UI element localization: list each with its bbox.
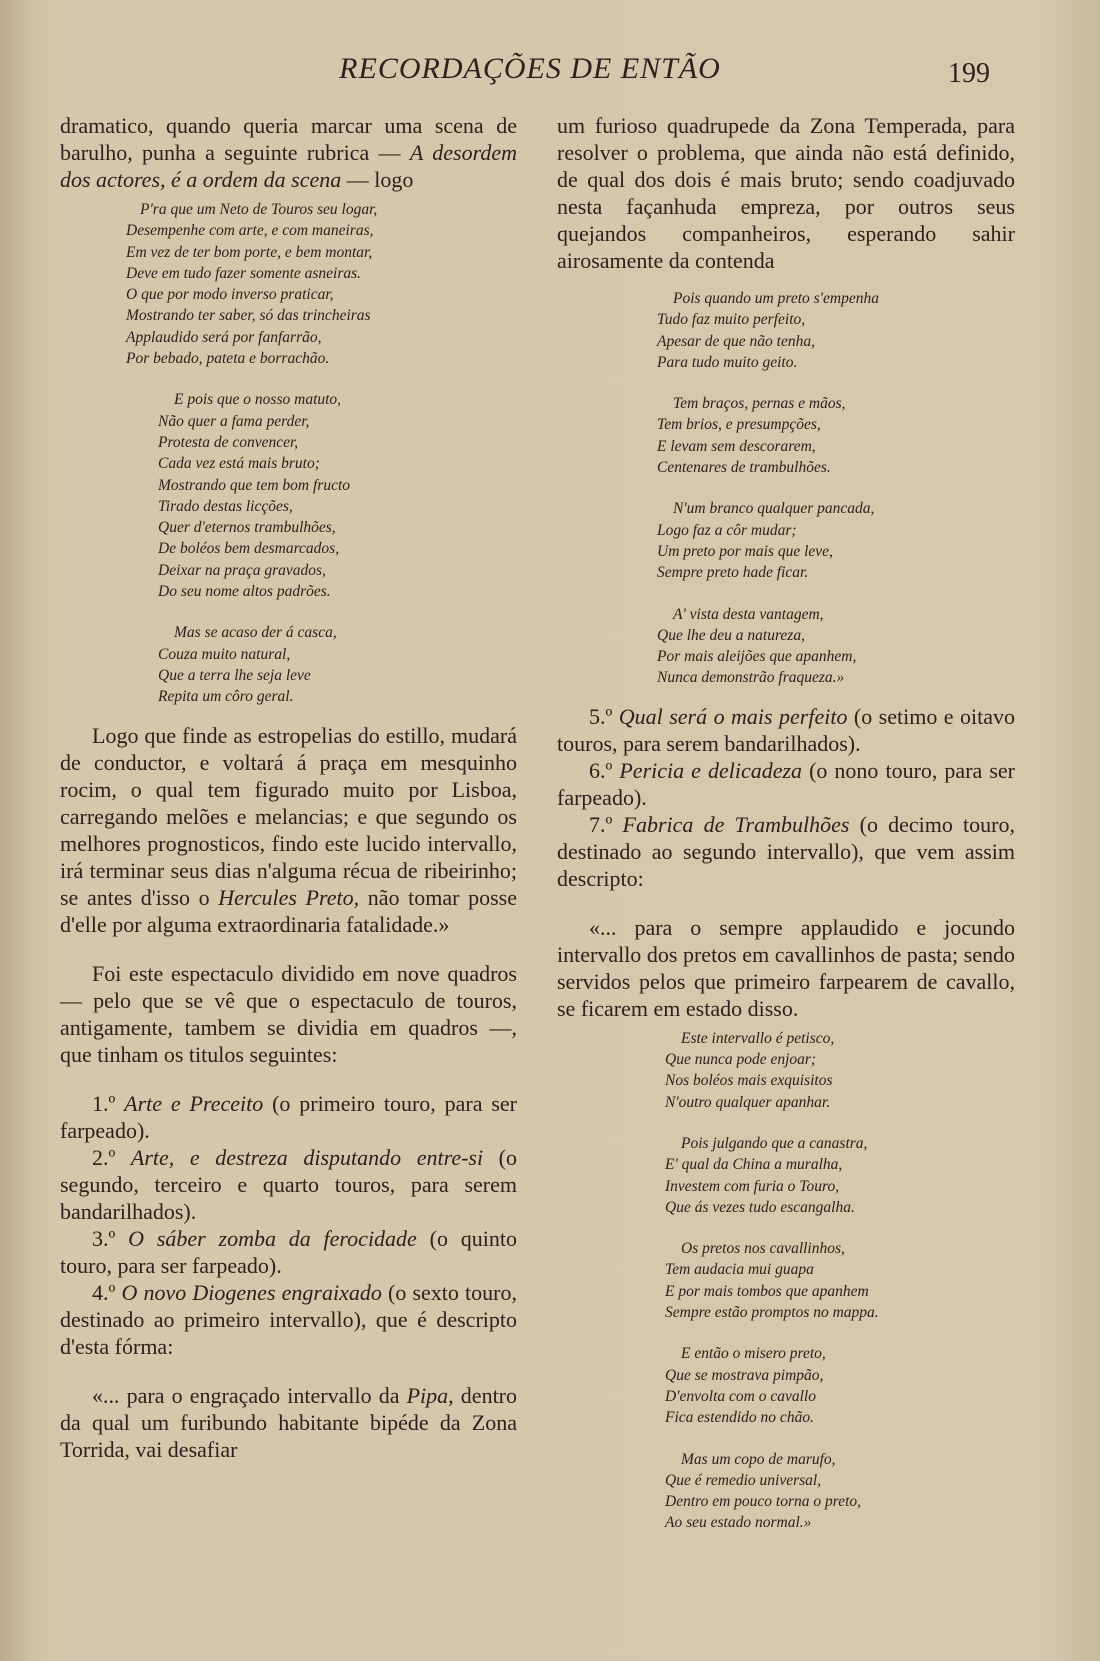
stanza (665, 1133, 1015, 1218)
poem (60, 199, 517, 708)
verse-line: Sempre estão promptos no mappa. (665, 1304, 879, 1322)
verse-line: Que ás vezes tudo escangalha. (665, 1198, 855, 1216)
verse-line: Tudo faz muito perfeito, (657, 311, 806, 329)
verse-line: De boléos bem desmarcados, (158, 540, 340, 558)
verse-line: Logo faz a côr mudar; (657, 521, 797, 539)
verse-line: Os pretos nos cavallinhos, (681, 1240, 845, 1258)
verse-line: E por mais tombos que apanhem (665, 1282, 869, 1300)
verse-line: Protesta de convencer, (158, 433, 299, 451)
verse-line: Applaudido será por fanfarrão, (126, 328, 322, 346)
poem (665, 1028, 1015, 1534)
poem (657, 288, 1015, 689)
verse-line: Dentro em pouco torna o preto, (665, 1493, 862, 1511)
verse-line: E' qual da China a muralha, (665, 1156, 843, 1174)
stanza (158, 622, 517, 707)
list-item: 4.º O novo Diogenes engraixado (o sexto touro, destinado ao primeiro intervallo), que é descripto d'esta fórma: (60, 1279, 517, 1359)
item-title: Qual será o mais perfeito (618, 703, 848, 729)
verse-line: Sempre preto hade ficar. (657, 564, 809, 582)
verse-line: N'outro qualquer apanhar. (665, 1093, 831, 1111)
paragraph: um furioso quadrupede da Zona Temperada, para resolver o problema, que ainda não está definido, de qual dos dois é mais bruto; sendo coadjuvado nesta façanhuda empreza, por outros seus quejandos companheiros, esperando sahir airosamente da contenda (557, 113, 1015, 273)
verse-line: Deixar na praça gravados, (158, 561, 326, 579)
page-number: 199 (948, 58, 990, 89)
verse-line: Que lhe deu a natureza, (657, 626, 805, 644)
page-header (0, 52, 1100, 92)
verse-line: Desempenhe com arte, e com maneiras, (126, 222, 374, 240)
stanza (665, 1028, 1015, 1113)
verse-line: E pois que o nosso matuto, (174, 391, 342, 409)
item-title: O novo Diogenes engraixado (121, 1279, 382, 1305)
verse-line: Este intervallo é petisco, (681, 1029, 835, 1047)
verse-line: Pois julgando que a canastra, (681, 1134, 868, 1152)
verse-line: Cada vez está mais bruto; (158, 455, 320, 473)
left-column (60, 112, 517, 1463)
verse-line: Apesar de que não tenha, (657, 332, 815, 350)
list-item: 6.º Pericia e delicadeza (o nono touro, para ser farpeado). (557, 757, 1015, 810)
stanza (158, 389, 517, 602)
stanza (665, 1449, 1015, 1534)
verse-line: Em vez de ter bom porte, e bem montar, (126, 243, 373, 261)
verse-line: Por bebado, pateta e borrachão. (126, 350, 330, 368)
verse-line: P'ra que um Neto de Touros seu logar, (140, 201, 378, 218)
paragraph: Logo que finde as estropelias do estillo, mudará de conductor, e voltará á praça em mesquinho rocim, o qual tem figurado muito por Lisboa, carregando melões e melancias; e que segundo os melhores prognosticos, findo este lucido intervallo, irá terminar seus dias n'alguma récua de ribeirinho; se antes d'isso o Hercules Preto, não tomar posse d'elle por alguma extraordinaria fatalidade.» (60, 722, 517, 937)
stanza (126, 199, 517, 369)
item-title: Arte, e destreza disputando entre-si (130, 1144, 484, 1170)
list-item: 7.º Fabrica de Trambulhões (o decimo touro, destinado ao segundo intervallo), que vem assim descripto: (557, 811, 1015, 891)
verse-line: O que por modo inverso praticar, (126, 286, 334, 304)
paragraph: dramatico, quando queria marcar uma scena de barulho, punha a seguinte rubrica — A desordem dos actores, é a ordem da scena — logo (60, 113, 518, 192)
verse-line: Fica estendido no chão. (665, 1409, 814, 1427)
verse-line: Ao seu estado normal.» (665, 1514, 812, 1532)
verse-line: E levam sem descorarem, (657, 437, 816, 455)
verse-line: Nunca demonstrão fraqueza.» (657, 669, 845, 687)
verse-line: Que se mostrava pimpão, (665, 1366, 824, 1384)
paragraph: Foi este espectaculo dividido em nove quadros — pelo que se vê que o espectaculo de touros, antigamente, tambem se dividia em quadros —, que tinham os titulos seguintes: (60, 960, 517, 1067)
verse-line: Que nunca pode enjoar; (665, 1051, 817, 1069)
right-column (557, 112, 1015, 1554)
verse-line: Nos boléos mais exquisitos (665, 1072, 833, 1090)
verse-line: Couza muito natural, (158, 645, 291, 663)
list-item: 3.º O sáber zomba da ferocidade (o quinto touro, para ser farpeado). (60, 1225, 517, 1278)
stanza (657, 288, 1015, 373)
verse-line: Deve em tudo fazer somente asneiras. (126, 264, 362, 282)
item-title: O sáber zomba da ferocidade (128, 1225, 417, 1251)
verse-line: Que é remedio universal, (665, 1471, 822, 1489)
verse-line: Mas se acaso der á casca, (174, 624, 337, 642)
verse-line: A' vista desta vantagem, (673, 605, 824, 623)
verse-line: Um preto por mais que leve, (657, 542, 833, 560)
verse-line: Do seu nome altos padrões. (158, 583, 331, 601)
stanza (657, 393, 1015, 478)
stanza (657, 498, 1015, 583)
paragraph: «... para o engraçado intervallo da Pipa, dentro da qual um furibundo habitante bipéde da Zona Torrida, vai desafiar (60, 1382, 518, 1462)
verse-line: Pois quando um preto s'empenha (673, 290, 879, 307)
list-item: 5.º Qual será o mais perfeito (o setimo e oitavo touros, para serem bandarilhados). (557, 703, 1015, 756)
verse-line: Para tudo muito geito. (657, 353, 798, 371)
paragraph: «... para o sempre applaudido e jocundo intervallo dos pretos em cavallinhos de pasta; sendo servidos pelos que primeiro farpearem de cavallo, se ficarem em estado disso. (557, 914, 1015, 1021)
verse-line: Repita um côro geral. (158, 688, 294, 706)
stanza (665, 1343, 1015, 1428)
verse-line: Mas um copo de marufo, (681, 1450, 836, 1468)
verse-line: Investem com furia o Touro, (665, 1177, 840, 1195)
italic-phrase: Hercules Preto, (218, 884, 360, 910)
verse-line: D'envolta com o cavallo (665, 1387, 816, 1405)
verse-line: Não quer a fama perder, (158, 412, 310, 430)
stanza (665, 1238, 1015, 1323)
verse-line: Quer d'eternos trambulhões, (158, 519, 336, 537)
verse-line: Mostrando ter saber, só das trincheiras (126, 307, 371, 325)
verse-line: Tem brios, e presumpções, (657, 416, 821, 434)
verse-line: Tem braços, pernas e mãos, (673, 395, 846, 413)
verse-line: Mostrando que tem bom fructo (158, 476, 351, 494)
list-item: 1.º Arte e Preceito (o primeiro touro, para ser farpeado). (60, 1090, 517, 1143)
verse-line: Por mais aleijões que apanhem, (657, 648, 857, 666)
verse-line: E então o misero preto, (681, 1345, 826, 1363)
italic-phrase: Pipa, (406, 1382, 454, 1408)
verse-line: N'um branco qualquer pancada, (673, 500, 875, 518)
verse-line: Que a terra lhe seja leve (158, 666, 311, 684)
verse-line: Tem audacia mui guapa (665, 1261, 814, 1279)
stanza (657, 604, 1015, 689)
item-title: Fabrica de Trambulhões (622, 811, 850, 837)
item-title: Pericia e delicadeza (619, 757, 803, 783)
verse-line: Tirado destas licções, (158, 497, 293, 515)
verse-line: Centenares de trambulhões. (657, 459, 831, 477)
running-title: RECORDAÇÕES DE ENTÃO (339, 52, 721, 85)
italic-phrase: A desordem dos actores, é a ordem da scena (60, 140, 518, 192)
item-title: Arte e Preceito (124, 1090, 264, 1116)
list-item: 2.º Arte, e destreza disputando entre-si (o segundo, terceiro e quarto touros, para serem bandarilhados). (60, 1144, 518, 1224)
